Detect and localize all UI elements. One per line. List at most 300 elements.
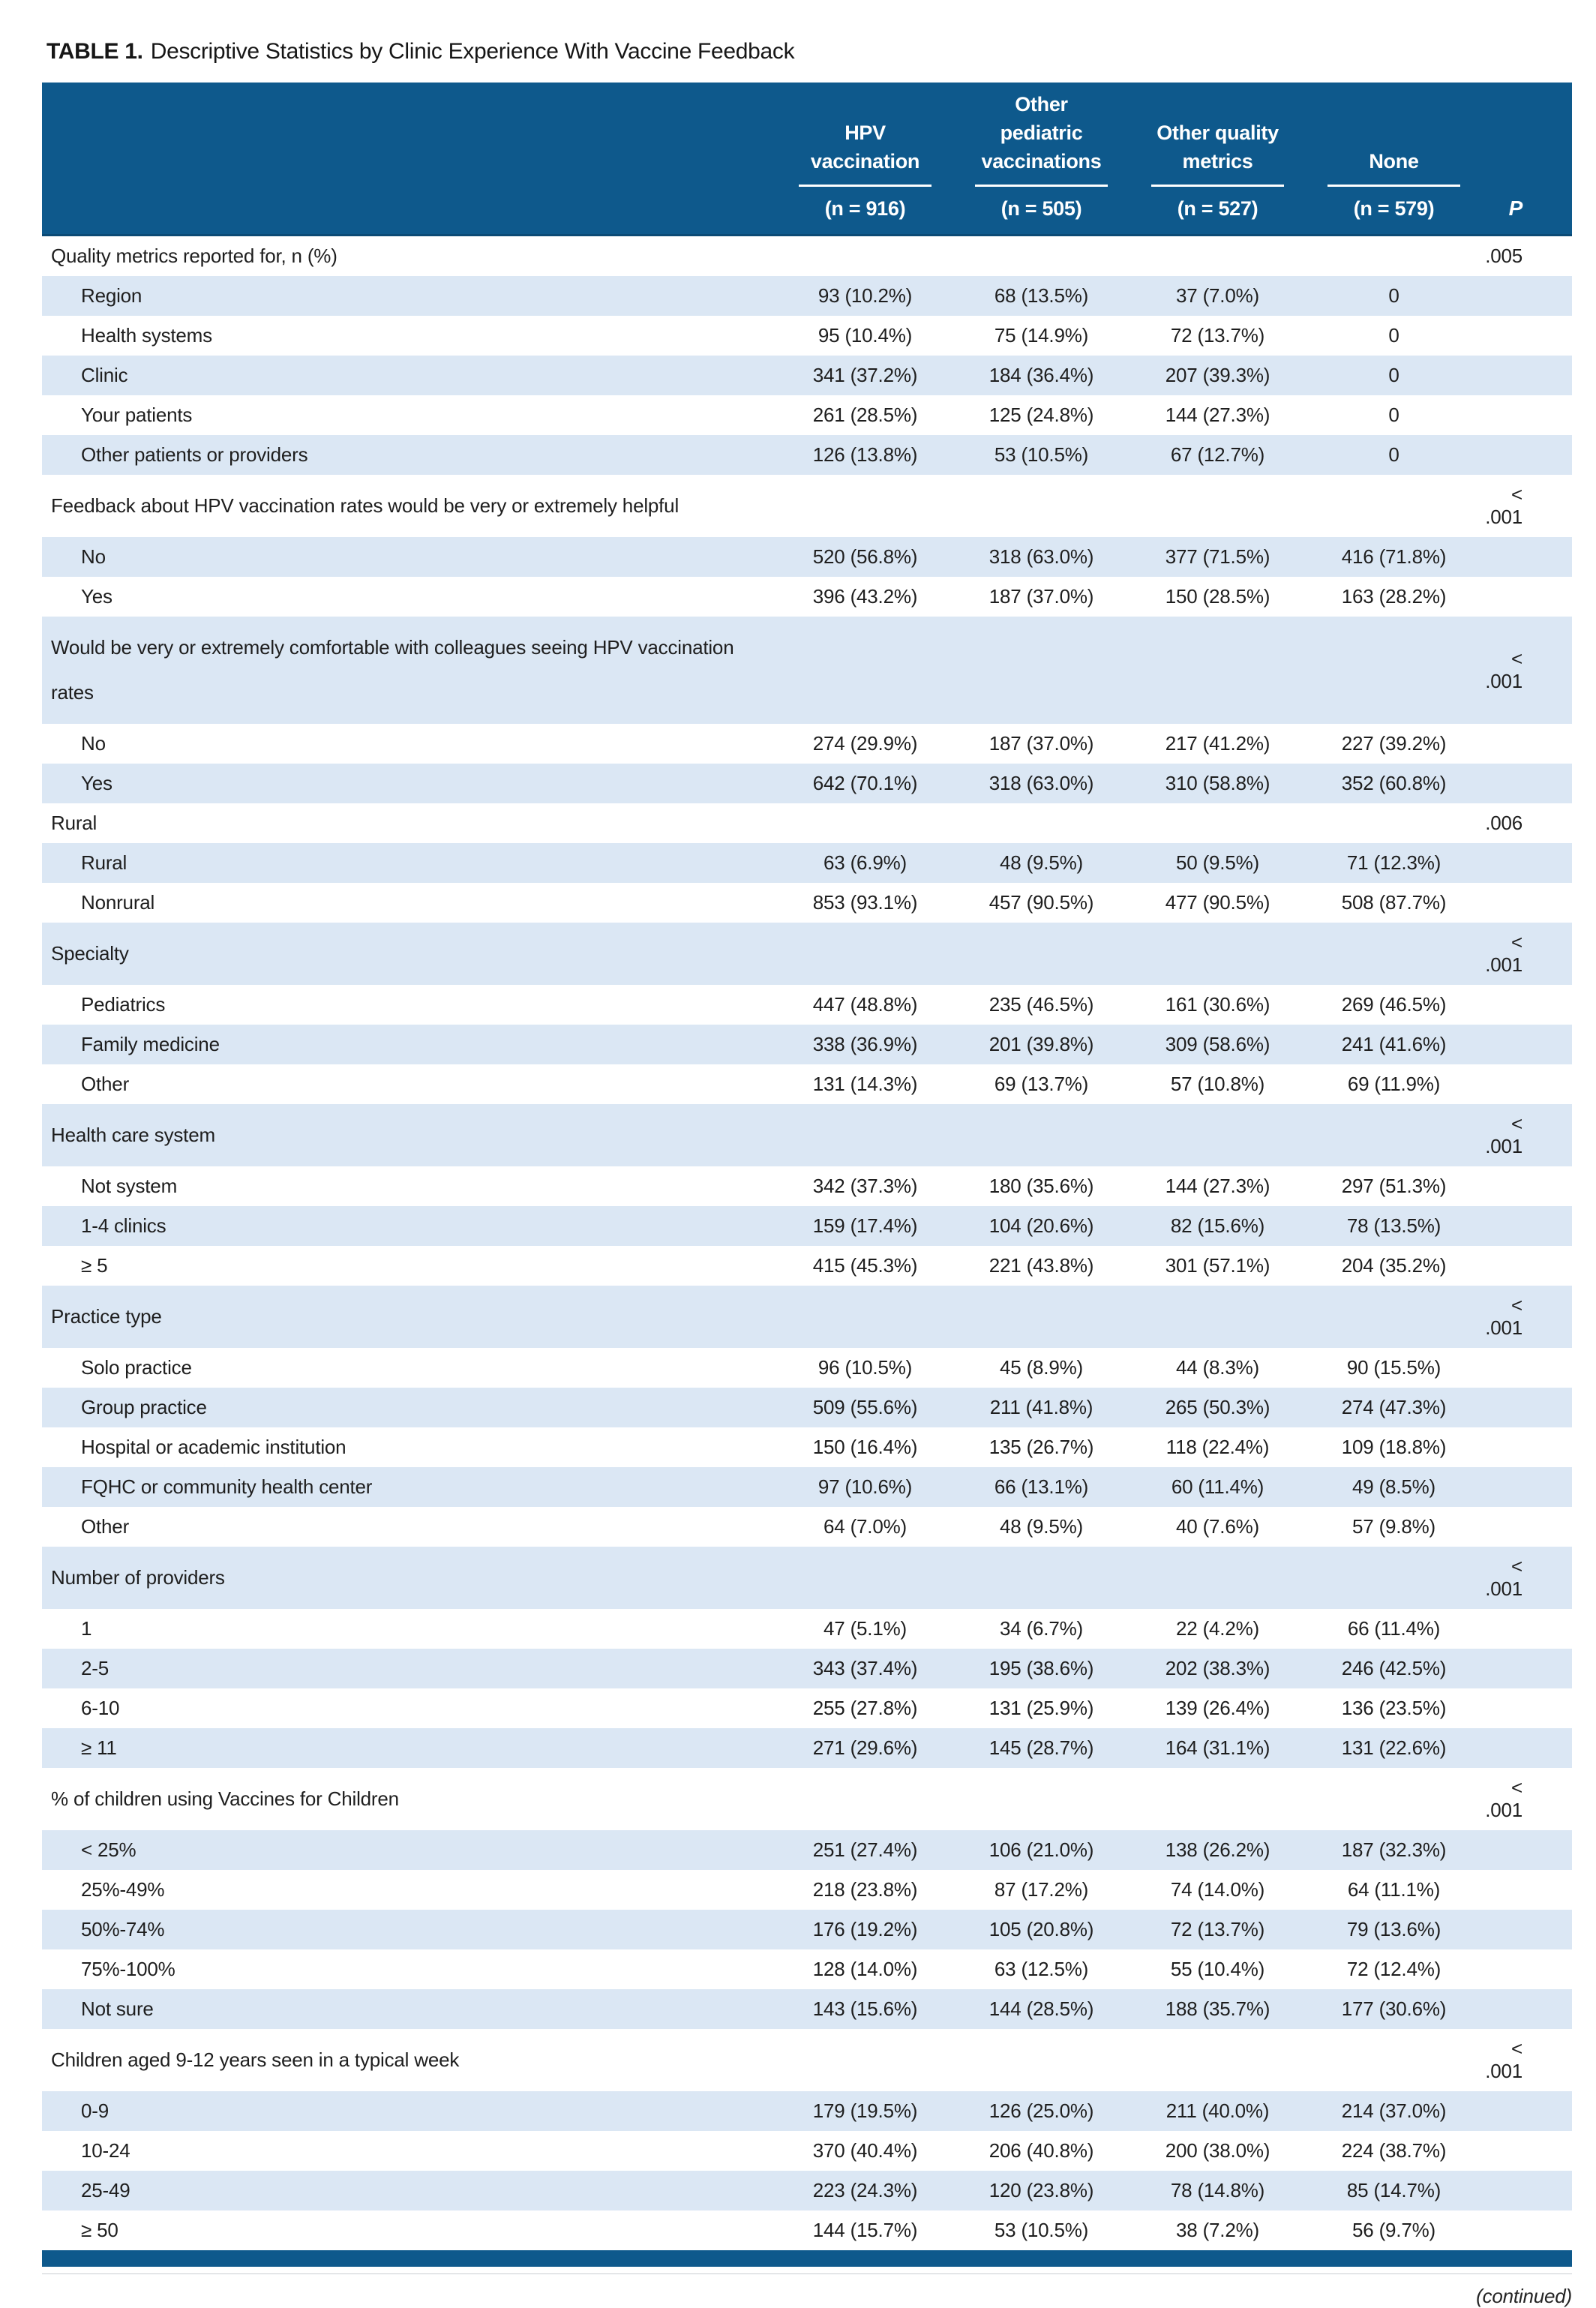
row-label: Pediatrics: [81, 993, 166, 1016]
value-cell: 145 (28.7%): [988, 1736, 1094, 1759]
table-row: [42, 1427, 1572, 1467]
value-cell: 177 (30.6%): [1341, 1997, 1447, 2020]
row-label: ≥ 50: [81, 2219, 118, 2241]
row-label: Not system: [81, 1175, 178, 1197]
value-cell: 67 (12.7%): [1170, 443, 1265, 466]
row-label: 2-5: [81, 1657, 109, 1679]
row-label: 0-9: [81, 2099, 109, 2122]
p-value: < .001: [1485, 1112, 1522, 1157]
section-header-label: Practice type: [51, 1305, 162, 1328]
value-cell: 188 (35.7%): [1165, 1997, 1270, 2020]
value-cell: 53 (10.5%): [994, 2219, 1089, 2241]
value-cell: 49 (8.5%): [1352, 1475, 1436, 1498]
table-row: [42, 1949, 1572, 1989]
value-cell: 187 (37.0%): [988, 732, 1094, 755]
table-row: [42, 1348, 1572, 1388]
value-cell: 48 (9.5%): [1000, 1515, 1083, 1538]
p-value: [1482, 395, 1572, 435]
value-cell: 95 (10.4%): [818, 324, 913, 347]
row-label: Other patients or providers: [81, 443, 308, 466]
value-cell: 126 (25.0%): [988, 2099, 1094, 2122]
value-cell: 224 (38.7%): [1341, 2139, 1447, 2162]
section-header-cell: [42, 803, 1482, 843]
value-cell: 338 (36.9%): [812, 1033, 918, 1055]
value-cell: 128 (14.0%): [812, 1958, 918, 1980]
value-cell: 164 (31.1%): [1165, 1736, 1270, 1759]
section-header-row: [42, 2029, 1572, 2091]
p-value: [1482, 1467, 1572, 1507]
p-value: [1482, 1688, 1572, 1728]
table-row: [42, 1467, 1572, 1507]
table-row: [42, 1688, 1572, 1728]
value-cell: 50 (9.5%): [1176, 851, 1259, 874]
table-row: [42, 316, 1572, 356]
header-spacer: [42, 83, 777, 188]
value-cell: 246 (42.5%): [1341, 1657, 1447, 1679]
p-value: .006: [1485, 812, 1522, 834]
value-cell: 0: [1388, 364, 1400, 386]
value-cell: 69 (13.7%): [994, 1073, 1089, 1095]
table-row: [42, 276, 1572, 316]
value-cell: 64 (7.0%): [824, 1515, 907, 1538]
sample-size-other-quality: (n = 527): [1130, 188, 1306, 236]
value-cell: 508 (87.7%): [1341, 891, 1447, 914]
section-header-row: [42, 475, 1572, 537]
p-value: [1482, 577, 1572, 617]
section-header-row: [42, 923, 1572, 985]
row-label: Hospital or academic institution: [81, 1436, 346, 1458]
p-value: [1482, 1609, 1572, 1649]
value-cell: 78 (13.5%): [1346, 1214, 1442, 1237]
table-row: [42, 2131, 1572, 2171]
p-value: [1482, 1388, 1572, 1427]
value-cell: 72 (13.7%): [1170, 324, 1265, 347]
section-header-row: [42, 236, 1572, 277]
row-label: Family medicine: [81, 1033, 220, 1055]
value-cell: 22 (4.2%): [1176, 1617, 1259, 1640]
p-value: < .001: [1485, 647, 1522, 692]
p-value: [1482, 2091, 1572, 2131]
value-cell: 93 (10.2%): [818, 284, 913, 307]
value-cell: 221 (43.8%): [988, 1254, 1094, 1277]
value-cell: 104 (20.6%): [988, 1214, 1094, 1237]
value-cell: 72 (12.4%): [1346, 1958, 1442, 1980]
value-cell: 223 (24.3%): [812, 2179, 918, 2201]
column-header-hpv-vaccination: [777, 83, 953, 188]
value-cell: 318 (63.0%): [988, 772, 1094, 794]
value-cell: 457 (90.5%): [988, 891, 1094, 914]
value-cell: 416 (71.8%): [1341, 545, 1447, 568]
table-row: [42, 2171, 1572, 2210]
p-value: [1482, 2171, 1572, 2210]
value-cell: 161 (30.6%): [1165, 993, 1270, 1016]
value-cell: 227 (39.2%): [1341, 732, 1447, 755]
row-label: No: [81, 545, 106, 568]
sample-size-none: (n = 579): [1306, 188, 1482, 236]
page-title: [46, 39, 1572, 65]
p-value: [1482, 883, 1572, 923]
p-value: [1482, 1989, 1572, 2029]
value-cell: 71 (12.3%): [1346, 851, 1442, 874]
value-cell: 47 (5.1%): [824, 1617, 907, 1640]
table-header: [42, 83, 1572, 236]
value-cell: 274 (47.3%): [1341, 1396, 1447, 1418]
row-label: Nonrural: [81, 891, 155, 914]
value-cell: 176 (19.2%): [812, 1918, 918, 1940]
value-cell: 520 (56.8%): [812, 545, 918, 568]
value-cell: 343 (37.4%): [812, 1657, 918, 1679]
table-row: [42, 2091, 1572, 2131]
value-cell: 415 (45.3%): [812, 1254, 918, 1277]
sample-size-other-pediatric: (n = 505): [953, 188, 1130, 236]
value-cell: 269 (46.5%): [1341, 993, 1447, 1016]
value-cell: 144 (27.3%): [1165, 1175, 1270, 1197]
p-value: [1482, 1206, 1572, 1246]
value-cell: 377 (71.5%): [1165, 545, 1270, 568]
section-header-row: [42, 1104, 1572, 1166]
value-cell: 131 (14.3%): [812, 1073, 918, 1095]
value-cell: 75 (14.9%): [994, 324, 1089, 347]
table-row: [42, 764, 1572, 803]
table-row: [42, 1870, 1572, 1910]
row-label: 10-24: [81, 2139, 130, 2162]
value-cell: 106 (21.0%): [988, 1838, 1094, 1861]
p-value: [1482, 276, 1572, 316]
value-cell: 370 (40.4%): [812, 2139, 918, 2162]
value-cell: 261 (28.5%): [812, 404, 918, 426]
section-header-label: Feedback about HPV vaccination rates would be very or extremely helpful: [51, 494, 680, 517]
value-cell: 202 (38.3%): [1165, 1657, 1270, 1679]
divider-line: [42, 2273, 1572, 2274]
row-label: 25-49: [81, 2179, 130, 2201]
value-cell: 37 (7.0%): [1176, 284, 1259, 307]
p-value: < .001: [1485, 1555, 1522, 1600]
table-row: [42, 356, 1572, 395]
column-header-none: [1306, 83, 1482, 188]
p-value: [1482, 2210, 1572, 2250]
value-cell: 55 (10.4%): [1170, 1958, 1265, 1980]
value-cell: 180 (35.6%): [988, 1175, 1094, 1197]
value-cell: 90 (15.5%): [1346, 1356, 1442, 1379]
row-label: Other: [81, 1515, 130, 1538]
value-cell: 66 (13.1%): [994, 1475, 1089, 1498]
section-header-row: [42, 1547, 1572, 1609]
value-cell: 144 (28.5%): [988, 1997, 1094, 2020]
p-value: [1482, 1025, 1572, 1064]
value-cell: 187 (37.0%): [988, 585, 1094, 608]
table-row: [42, 435, 1572, 475]
value-cell: 201 (39.8%): [988, 1033, 1094, 1055]
section-header-row: [42, 617, 1572, 724]
table-row: [42, 883, 1572, 923]
table-caption: Descriptive Statistics by Clinic Experience With Vaccine Feedback: [150, 39, 795, 64]
value-cell: 131 (22.6%): [1341, 1736, 1447, 1759]
sample-size-header-row: [42, 188, 1572, 236]
value-cell: 195 (38.6%): [988, 1657, 1094, 1679]
value-cell: 265 (50.3%): [1165, 1396, 1270, 1418]
p-value: [1482, 1427, 1572, 1467]
row-label: Yes: [81, 772, 112, 794]
value-cell: 211 (41.8%): [989, 1396, 1094, 1418]
table-row: [42, 843, 1572, 883]
value-cell: 120 (23.8%): [988, 2179, 1094, 2201]
value-cell: 159 (17.4%): [812, 1214, 918, 1237]
table-row: [42, 1609, 1572, 1649]
value-cell: 163 (28.2%): [1341, 585, 1447, 608]
value-cell: 144 (15.7%): [812, 2219, 918, 2241]
p-value: < .001: [1485, 483, 1522, 528]
value-cell: 477 (90.5%): [1165, 891, 1270, 914]
descriptive-statistics-table: [42, 83, 1572, 2250]
value-cell: 255 (27.8%): [812, 1697, 918, 1719]
value-cell: 48 (9.5%): [1000, 851, 1083, 874]
value-cell: 0: [1388, 324, 1400, 347]
table-row: [42, 1507, 1572, 1547]
sample-size-hpv: (n = 916): [777, 188, 953, 236]
table-row: [42, 1388, 1572, 1427]
value-cell: 309 (58.6%): [1165, 1033, 1270, 1055]
row-label: Not sure: [81, 1997, 154, 2020]
column-header-label: Other quality metrics: [1151, 119, 1284, 187]
value-cell: 125 (24.8%): [988, 404, 1094, 426]
value-cell: 57 (9.8%): [1352, 1515, 1436, 1538]
row-label: Clinic: [81, 364, 128, 386]
row-label: Rural: [81, 851, 128, 874]
section-header-cell: [42, 475, 1482, 537]
value-cell: 64 (11.1%): [1347, 1878, 1441, 1901]
value-cell: 118 (22.4%): [1166, 1436, 1270, 1458]
value-cell: 179 (19.5%): [812, 2099, 918, 2122]
value-cell: 297 (51.3%): [1341, 1175, 1447, 1197]
value-cell: 135 (26.7%): [988, 1436, 1094, 1458]
value-cell: 447 (48.8%): [812, 993, 918, 1016]
row-label: Solo practice: [81, 1356, 192, 1379]
section-header-row: [42, 803, 1572, 843]
p-value: [1482, 843, 1572, 883]
value-cell: 301 (57.1%): [1165, 1254, 1270, 1277]
value-cell: 38 (7.2%): [1176, 2219, 1259, 2241]
table-row: [42, 577, 1572, 617]
value-cell: 271 (29.6%): [812, 1736, 918, 1759]
section-header-label: Children aged 9-12 years seen in a typical week: [51, 2048, 460, 2071]
value-cell: 342 (37.3%): [812, 1175, 918, 1197]
value-cell: 45 (8.9%): [1000, 1356, 1083, 1379]
value-cell: 57 (10.8%): [1170, 1073, 1265, 1095]
table-row: [42, 1830, 1572, 1870]
row-label: < 25%: [81, 1838, 136, 1861]
p-value: [1482, 985, 1572, 1025]
row-label: 6-10: [81, 1697, 120, 1719]
value-cell: 66 (11.4%): [1347, 1617, 1441, 1640]
value-cell: 69 (11.9%): [1347, 1073, 1441, 1095]
value-cell: 109 (18.8%): [1341, 1436, 1447, 1458]
p-value: [1482, 316, 1572, 356]
p-value: [1482, 1830, 1572, 1870]
value-cell: 150 (28.5%): [1165, 585, 1270, 608]
table-row: [42, 1166, 1572, 1206]
table-row: [42, 1064, 1572, 1104]
section-header-label: Quality metrics reported for, n (%): [51, 245, 338, 267]
value-cell: 310 (58.8%): [1165, 772, 1270, 794]
value-cell: 63 (12.5%): [994, 1958, 1089, 1980]
value-cell: 150 (16.4%): [812, 1436, 918, 1458]
value-cell: 139 (26.4%): [1165, 1697, 1270, 1719]
section-header-cell: [42, 1286, 1482, 1348]
section-header-cell: [42, 236, 1482, 277]
value-cell: 396 (43.2%): [812, 585, 918, 608]
value-cell: 509 (55.6%): [812, 1396, 918, 1418]
value-cell: 206 (40.8%): [988, 2139, 1094, 2162]
p-value: [1482, 1949, 1572, 1989]
value-cell: 352 (60.8%): [1341, 772, 1447, 794]
row-label: 1: [81, 1617, 92, 1640]
table-row: [42, 1025, 1572, 1064]
row-label: Group practice: [81, 1396, 207, 1418]
row-label: 25%-49%: [81, 1878, 165, 1901]
p-value: [1482, 724, 1572, 764]
row-label: ≥ 5: [81, 1254, 108, 1277]
value-cell: 56 (9.7%): [1352, 2219, 1436, 2241]
row-label: 75%-100%: [81, 1958, 176, 1980]
value-cell: 211 (40.0%): [1166, 2099, 1270, 2122]
row-label: 1-4 clinics: [81, 1214, 166, 1237]
p-value: [1482, 1649, 1572, 1688]
value-cell: 34 (6.7%): [1000, 1617, 1083, 1640]
table-row: [42, 724, 1572, 764]
p-value: [1482, 1870, 1572, 1910]
row-label: Region: [81, 284, 142, 307]
p-value: [1482, 537, 1572, 577]
table-bottom-border: [42, 2250, 1572, 2267]
row-label: Your patients: [81, 404, 193, 426]
column-header-label: HPV vaccination: [799, 119, 932, 187]
value-cell: 0: [1388, 404, 1400, 426]
value-cell: 144 (27.3%): [1165, 404, 1270, 426]
value-cell: 63 (6.9%): [824, 851, 907, 874]
table-row: [42, 1246, 1572, 1286]
value-cell: 85 (14.7%): [1346, 2179, 1442, 2201]
p-value: [1482, 1507, 1572, 1547]
p-value: [1482, 1728, 1572, 1768]
section-header-label: Would be very or extremely comfortable with colleagues seeing HPV vaccination rates: [51, 636, 734, 704]
section-header-cell: [42, 1547, 1482, 1609]
value-cell: 184 (36.4%): [988, 364, 1094, 386]
value-cell: 642 (70.1%): [812, 772, 918, 794]
value-cell: 40 (7.6%): [1176, 1515, 1259, 1538]
p-value: < .001: [1485, 2037, 1522, 2082]
table-row: [42, 1649, 1572, 1688]
table-row: [42, 1910, 1572, 1949]
column-header-label: None: [1328, 147, 1460, 187]
column-group-header-row: [42, 83, 1572, 188]
p-value: .005: [1485, 245, 1522, 267]
section-header-label: Number of providers: [51, 1566, 225, 1589]
section-header-cell: [42, 617, 1482, 724]
section-header-cell: [42, 2029, 1482, 2091]
header-spacer: [42, 188, 777, 236]
value-cell: 96 (10.5%): [818, 1356, 913, 1379]
value-cell: 187 (32.3%): [1341, 1838, 1447, 1861]
value-cell: 143 (15.6%): [812, 1997, 918, 2020]
p-column-header: P: [1482, 188, 1572, 236]
p-value: [1482, 1166, 1572, 1206]
section-header-cell: [42, 923, 1482, 985]
value-cell: 214 (37.0%): [1341, 2099, 1447, 2122]
row-label: FQHC or community health center: [81, 1475, 373, 1498]
value-cell: 207 (39.3%): [1165, 364, 1270, 386]
value-cell: 218 (23.8%): [812, 1878, 918, 1901]
row-label: Health systems: [81, 324, 212, 347]
value-cell: 136 (23.5%): [1341, 1697, 1447, 1719]
p-value: [1482, 2131, 1572, 2171]
section-header-label: % of children using Vaccines for Children: [51, 1787, 399, 1810]
section-header-row: [42, 1768, 1572, 1830]
row-label: ≥ 11: [81, 1736, 117, 1759]
value-cell: 44 (8.3%): [1176, 1356, 1259, 1379]
column-header-other-quality-metrics: [1130, 83, 1306, 188]
value-cell: 0: [1388, 284, 1400, 307]
p-value: < .001: [1485, 931, 1522, 976]
value-cell: 217 (41.2%): [1165, 732, 1270, 755]
continued-note: (continued): [1476, 2285, 1572, 2307]
value-cell: 60 (11.4%): [1171, 1475, 1264, 1498]
column-header-label: Other pediatric vaccinations: [975, 90, 1108, 187]
p-value: < .001: [1485, 1294, 1522, 1339]
p-value: < .001: [1485, 1776, 1522, 1821]
p-value: [1482, 1348, 1572, 1388]
p-value: [1482, 764, 1572, 803]
table-row: [42, 985, 1572, 1025]
value-cell: 274 (29.9%): [812, 732, 918, 755]
table-row: [42, 1206, 1572, 1246]
table-body: [42, 236, 1572, 2251]
value-cell: 235 (46.5%): [988, 993, 1094, 1016]
table-row: [42, 537, 1572, 577]
value-cell: 78 (14.8%): [1170, 2179, 1265, 2201]
section-header-cell: [42, 1768, 1482, 1830]
value-cell: 241 (41.6%): [1341, 1033, 1447, 1055]
value-cell: 79 (13.6%): [1346, 1918, 1442, 1940]
value-cell: 204 (35.2%): [1341, 1254, 1447, 1277]
value-cell: 105 (20.8%): [988, 1918, 1094, 1940]
section-header-label: Health care system: [51, 1124, 215, 1146]
section-header-cell: [42, 1104, 1482, 1166]
p-value: [1482, 1910, 1572, 1949]
column-header-other-pediatric-vaccinations: [953, 83, 1130, 188]
value-cell: 53 (10.5%): [994, 443, 1089, 466]
value-cell: 74 (14.0%): [1170, 1878, 1265, 1901]
value-cell: 0: [1388, 443, 1400, 466]
section-header-label: Specialty: [51, 942, 129, 965]
value-cell: 68 (13.5%): [994, 284, 1089, 307]
section-header-label: Rural: [51, 812, 98, 834]
value-cell: 318 (63.0%): [988, 545, 1094, 568]
value-cell: 97 (10.6%): [818, 1475, 913, 1498]
p-value: [1482, 1064, 1572, 1104]
p-value: [1482, 435, 1572, 475]
section-header-row: [42, 1286, 1572, 1348]
p-value: [1482, 356, 1572, 395]
row-label: 50%-74%: [81, 1918, 165, 1940]
value-cell: 87 (17.2%): [994, 1878, 1089, 1901]
table-row: [42, 1728, 1572, 1768]
value-cell: 72 (13.7%): [1170, 1918, 1265, 1940]
table-row: [42, 1989, 1572, 2029]
row-label: Other: [81, 1073, 130, 1095]
value-cell: 131 (25.9%): [988, 1697, 1094, 1719]
value-cell: 251 (27.4%): [812, 1838, 918, 1861]
p-value: [1482, 1246, 1572, 1286]
